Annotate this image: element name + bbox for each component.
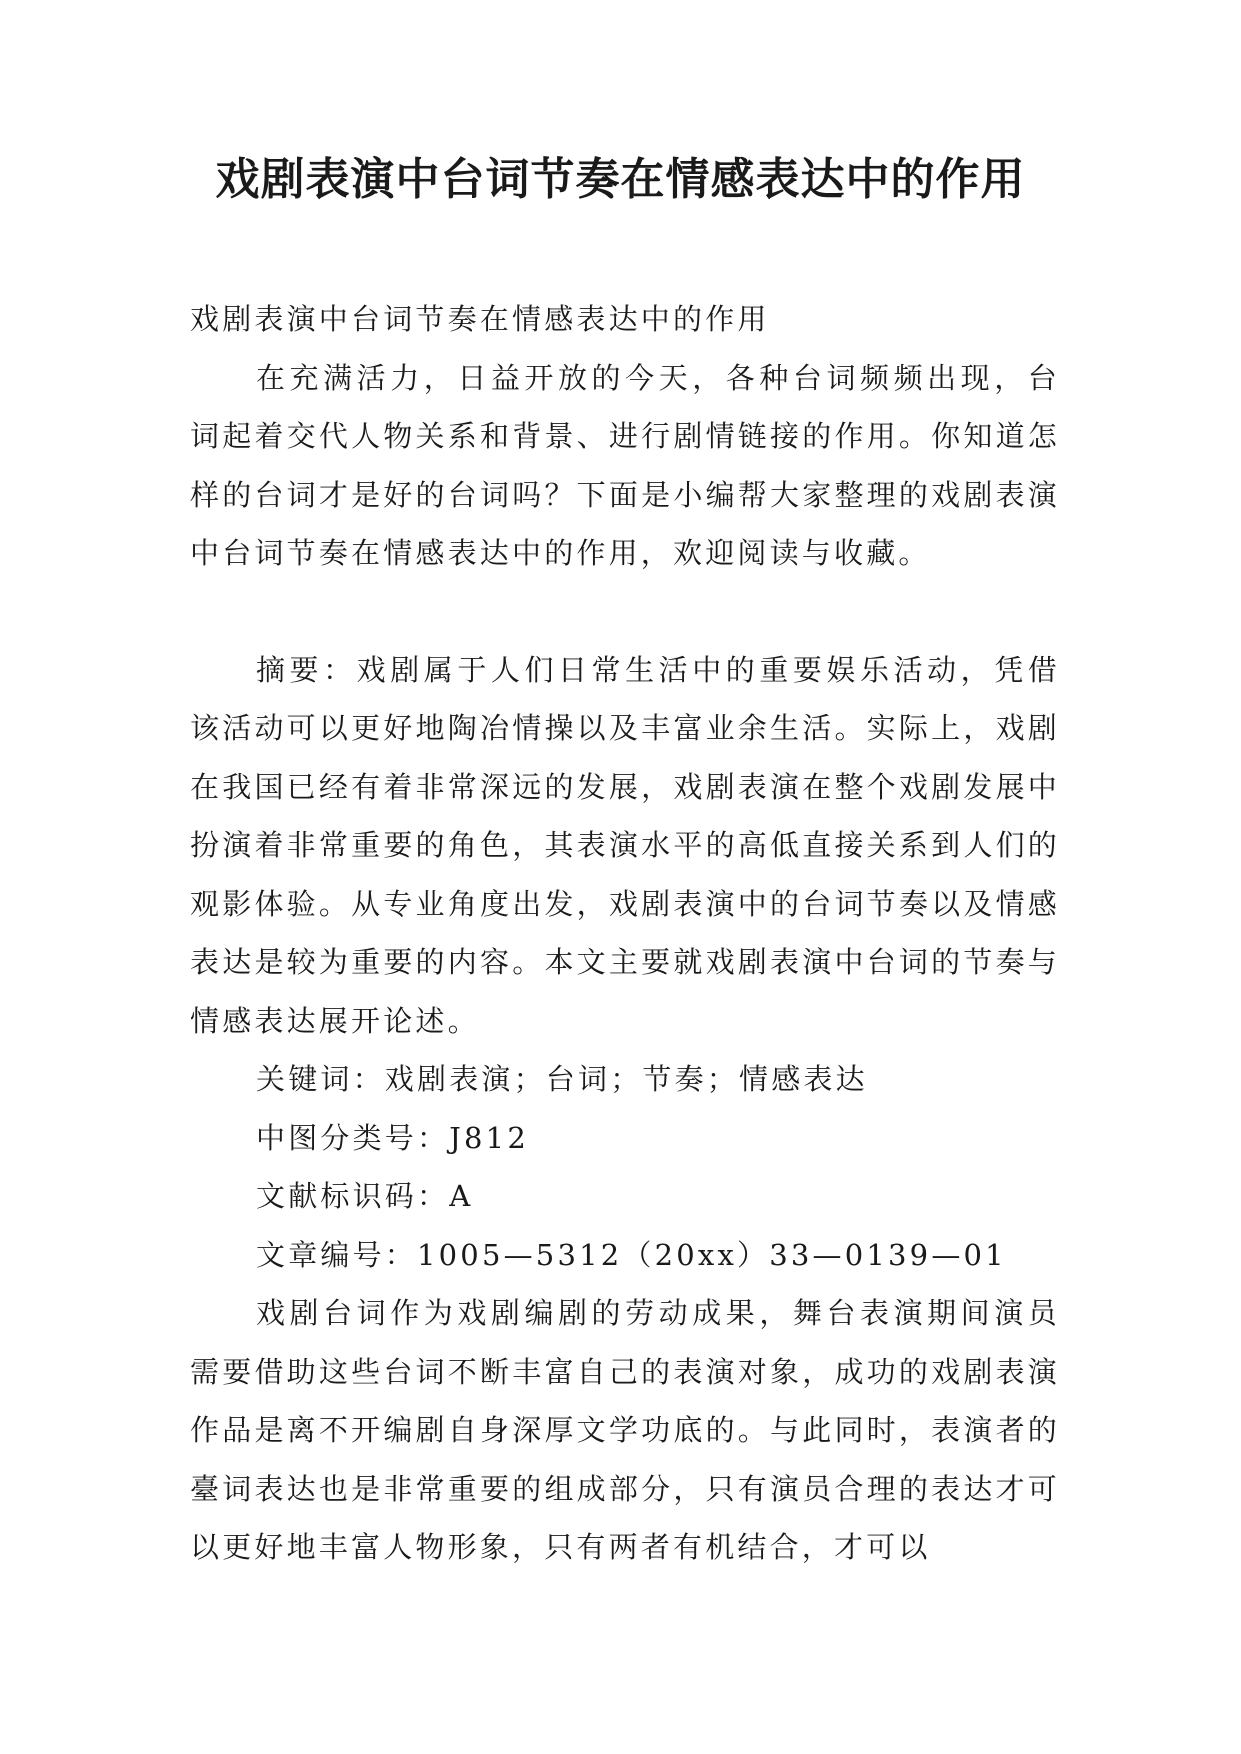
document-subtitle: 戏剧表演中台词节奏在情感表达中的作用 (190, 302, 770, 336)
document-body (190, 290, 1060, 1577)
abstract-paragraph: 摘要：戏剧属于人们日常生活中的重要娱乐活动，凭借该活动可以更好地陶冶情操以及丰富业余生活。实际上，戏剧在我国已经有着非常深远的发展，戏剧表演在整个戏剧发展中扮演着非常重要的角色，其表演水平的高低直接关系到人们的观影体验。从专业角度出发，戏剧表演中的台词节奏以及情感表达是较为重要的内容。本文主要就戏剧表演中台词的节奏与情感表达展开论述。 (190, 652, 1060, 1038)
document-code-line: 文献标识码：A (256, 1179, 474, 1213)
paragraph-spacer (190, 583, 1060, 641)
intro-paragraph: 在充满活力，日益开放的今天，各种台词频频出现，台词起着交代人物关系和背景、进行剧情链接的作用。你知道怎样的台词才是好的台词吗？下面是小编帮大家整理的戏剧表演中台词节奏在情感表达中的作用，欢迎阅读与收藏。 (190, 360, 1060, 570)
document-title: 戏剧表演中台词节奏在情感表达中的作用 (215, 154, 1026, 205)
body-paragraph: 戏剧台词作为戏剧编剧的劳动成果，舞台表演期间演员需要借助这些台词不断丰富自己的表演对象，成功的戏剧表演作品是离不开编剧自身深厚文学功底的。与此同时，表演者的臺词表达也是非常重要的组成部分，只有演员合理的表达才可以更好地丰富人物形象，只有两者有机结合，才可以 (190, 1296, 1060, 1564)
keywords-line: 关键词：戏剧表演；台词；节奏；情感表达 (256, 1062, 868, 1096)
article-number-line: 文章编号：1005—5312（20xx）33—0139—01 (256, 1237, 1007, 1272)
clc-number-line: 中图分类号：J812 (256, 1120, 529, 1155)
